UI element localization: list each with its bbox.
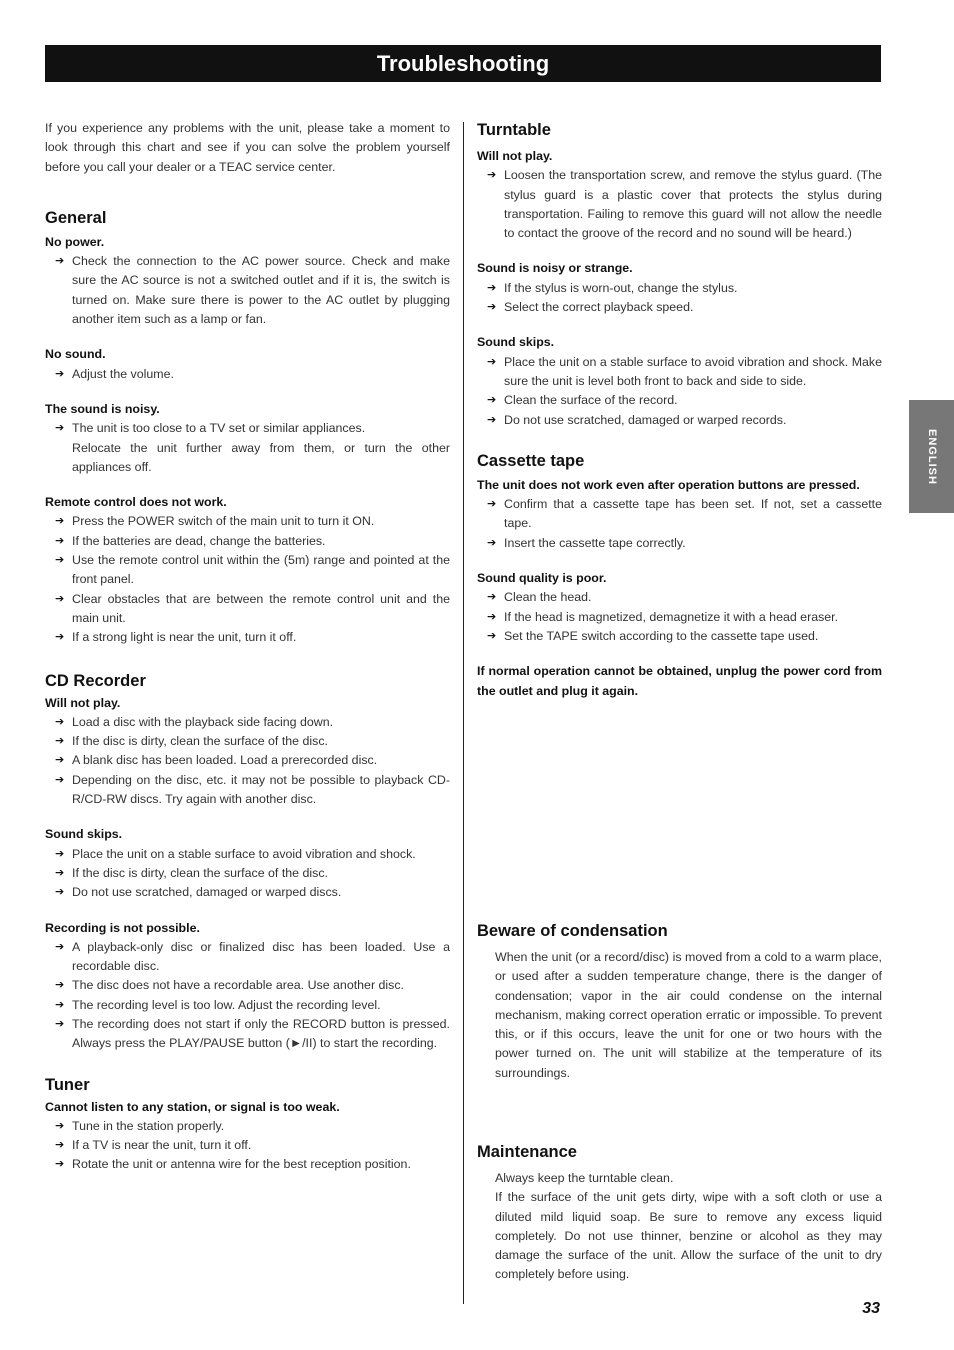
- page-title: Troubleshooting: [45, 45, 881, 82]
- section-heading-cd-recorder: CD Recorder: [45, 671, 146, 690]
- problem-title: The unit does not work even after operation buttons are pressed.: [477, 477, 860, 492]
- list-item: ➔ If the batteries are dead, change the batteries.: [45, 532, 450, 551]
- list-item: ➔ The recording does not start if only the RECORD button is pressed. Always press the PLAY/PAUSE button (►/II) to start the recording.: [45, 1015, 450, 1054]
- list-item: ➔ Tune in the station properly.: [45, 1117, 450, 1136]
- note-text: Relocate the unit further away from them, or turn the other appliances off.: [72, 440, 450, 474]
- problem-cassette-not-work: [477, 476, 882, 553]
- problem-title: No power.: [45, 234, 105, 249]
- problem-title: Recording is not possible.: [45, 920, 200, 935]
- list-item: ➔ Do not use scratched, damaged or warped discs.: [45, 883, 450, 902]
- list-item: ➔ Set the TAPE switch according to the cassette tape used.: [477, 627, 882, 646]
- list-item: ➔ Use the remote control unit within the (5m) range and pointed at the front panel.: [45, 551, 450, 590]
- list-item: ➔ Loosen the transportation screw, and remove the stylus guard. (The stylus guard is a plastic cover that protects the stylus during transportation. Failing to remove this guard will not allow the needle to contact the groove of the record and no sound will be heard.): [477, 166, 882, 243]
- list-item: ➔ Clear obstacles that are between the remote control unit and the main unit.: [45, 590, 450, 629]
- list-item: ➔ The disc does not have a recordable area. Use another disc.: [45, 976, 450, 995]
- maintenance-line-2: If the surface of the unit gets dirty, wipe with a soft cloth or use a diluted mild liquid soap. Be sure to remove any excess liquid completely. Do not use thinner, benzine or alcohol as they may damage the surface of the unit. Allow the surface of the unit to dry completely before using.: [495, 1190, 882, 1282]
- left-column: [45, 119, 450, 1191]
- problem-title: No sound.: [45, 347, 106, 362]
- column-divider: [463, 122, 464, 1304]
- problem-title: Sound skips.: [477, 335, 555, 350]
- list-item: ➔ Place the unit on a stable surface to avoid vibration and shock.: [45, 845, 450, 864]
- problem-cassette-quality: [477, 569, 882, 646]
- list-item: ➔ Clean the head.: [477, 588, 882, 607]
- final-note: If normal operation cannot be obtained, unplug the power cord from the outlet and plug it again.: [477, 664, 882, 698]
- section-heading-condensation: Beware of condensation: [477, 922, 668, 940]
- list-item: ➔ A playback-only disc or finalized disc has been loaded. Use a recordable disc.: [45, 938, 450, 977]
- problem-turntable-will-not-play: [477, 147, 882, 243]
- problem-title: Remote control does not work.: [45, 495, 227, 510]
- problem-title: Cannot listen to any station, or signal is too weak.: [45, 1099, 340, 1114]
- problem-title: Will not play.: [45, 695, 121, 710]
- page-number: 33: [862, 1300, 880, 1317]
- list-item: ➔ Place the unit on a stable surface to avoid vibration and shock. Make sure the unit is level both front to back and side to side.: [477, 353, 882, 392]
- list-item: ➔ If the disc is dirty, clean the surface of the disc.: [45, 864, 450, 883]
- problem-cd-skips: [45, 825, 450, 902]
- problem-no-sound: [45, 345, 450, 384]
- list-item: ➔ If the disc is dirty, clean the surface of the disc.: [45, 732, 450, 751]
- list-item: ➔ Load a disc with the playback side facing down.: [45, 713, 450, 732]
- list-item: ➔ Depending on the disc, etc. it may not be possible to playback CD-R/CD-RW discs. Try again with another disc.: [45, 771, 450, 810]
- problem-title: Will not play.: [477, 149, 553, 163]
- section-heading-cassette-tape: Cassette tape: [477, 451, 585, 470]
- list-item: ➔ If a strong light is near the unit, turn it off.: [45, 628, 450, 647]
- problem-tuner-weak: [45, 1098, 450, 1175]
- problem-cd-recording: [45, 919, 450, 1054]
- section-heading-maintenance: Maintenance: [477, 1143, 577, 1161]
- section-heading-tuner: Tuner: [45, 1075, 90, 1094]
- list-item: ➔ Insert the cassette tape correctly.: [477, 534, 882, 553]
- list-item: ➔ Confirm that a cassette tape has been set. If not, set a cassette tape.: [477, 495, 882, 534]
- problem-noisy: [45, 400, 450, 477]
- list-item: ➔ Do not use scratched, damaged or warped records.: [477, 411, 882, 430]
- problem-no-power: [45, 233, 450, 329]
- list-item: ➔ A blank disc has been loaded. Load a prerecorded disc.: [45, 751, 450, 770]
- problem-title: Sound skips.: [45, 827, 123, 842]
- maintenance-section: [477, 1141, 882, 1285]
- right-column: [477, 119, 882, 701]
- list-item: ➔ Clean the surface of the record.: [477, 391, 882, 410]
- list-item: ➔ Select the correct playback speed.: [477, 298, 882, 317]
- section-heading-general: General: [45, 208, 107, 227]
- list-item: ➔ The unit is too close to a TV set or similar appliances.: [45, 419, 450, 438]
- maintenance-line-1: Always keep the turntable clean.: [495, 1171, 674, 1185]
- list-item: ➔ Adjust the volume.: [45, 365, 450, 384]
- list-item: ➔ If the stylus is worn-out, change the stylus.: [477, 279, 882, 298]
- condensation-text: When the unit (or a record/disc) is moved from a cold to a warm place, or used after a sudden temperature change, there is the danger of condensation; vapor in the air could condense on the internal mechanism, making correct operation erratic or impossible. To prevent this, or if this occurs, leave the unit for one or two hours with the power turned on. The unit will stabilize at the temperature of its surroundings.: [495, 950, 882, 1080]
- language-tab: [909, 400, 954, 513]
- problem-cd-will-not-play: [45, 694, 450, 810]
- list-item: ➔ Press the POWER switch of the main unit to turn it ON.: [45, 512, 450, 531]
- language-tab-label: ENGLISH: [925, 428, 938, 485]
- condensation-section: [477, 920, 882, 1083]
- problem-title: Sound is noisy or strange.: [477, 261, 633, 276]
- intro-text: If you experience any problems with the unit, please take a moment to look through this chart and see if you can solve the problem yourself before you call your dealer or a TEAC service center.: [45, 121, 450, 174]
- section-heading-turntable: Turntable: [477, 121, 551, 139]
- problem-turntable-skips: [477, 333, 882, 429]
- problem-title: The sound is noisy.: [45, 401, 160, 416]
- problem-turntable-noisy: [477, 259, 882, 317]
- problem-title: Sound quality is poor.: [477, 571, 607, 586]
- problem-remote: [45, 493, 450, 647]
- list-item: ➔ Check the connection to the AC power source. Check and make sure the AC source is not a switched outlet and if it is, the switch is turned on. Make sure there is power to the AC outlet by plugging another item such as a lamp or fan.: [45, 252, 450, 329]
- list-item: ➔ If a TV is near the unit, turn it off.: [45, 1136, 450, 1155]
- list-item: ➔ If the head is magnetized, demagnetize it with a head eraser.: [477, 608, 882, 627]
- list-item: ➔ The recording level is too low. Adjust the recording level.: [45, 996, 450, 1015]
- list-item: ➔ Rotate the unit or antenna wire for the best reception position.: [45, 1155, 450, 1174]
